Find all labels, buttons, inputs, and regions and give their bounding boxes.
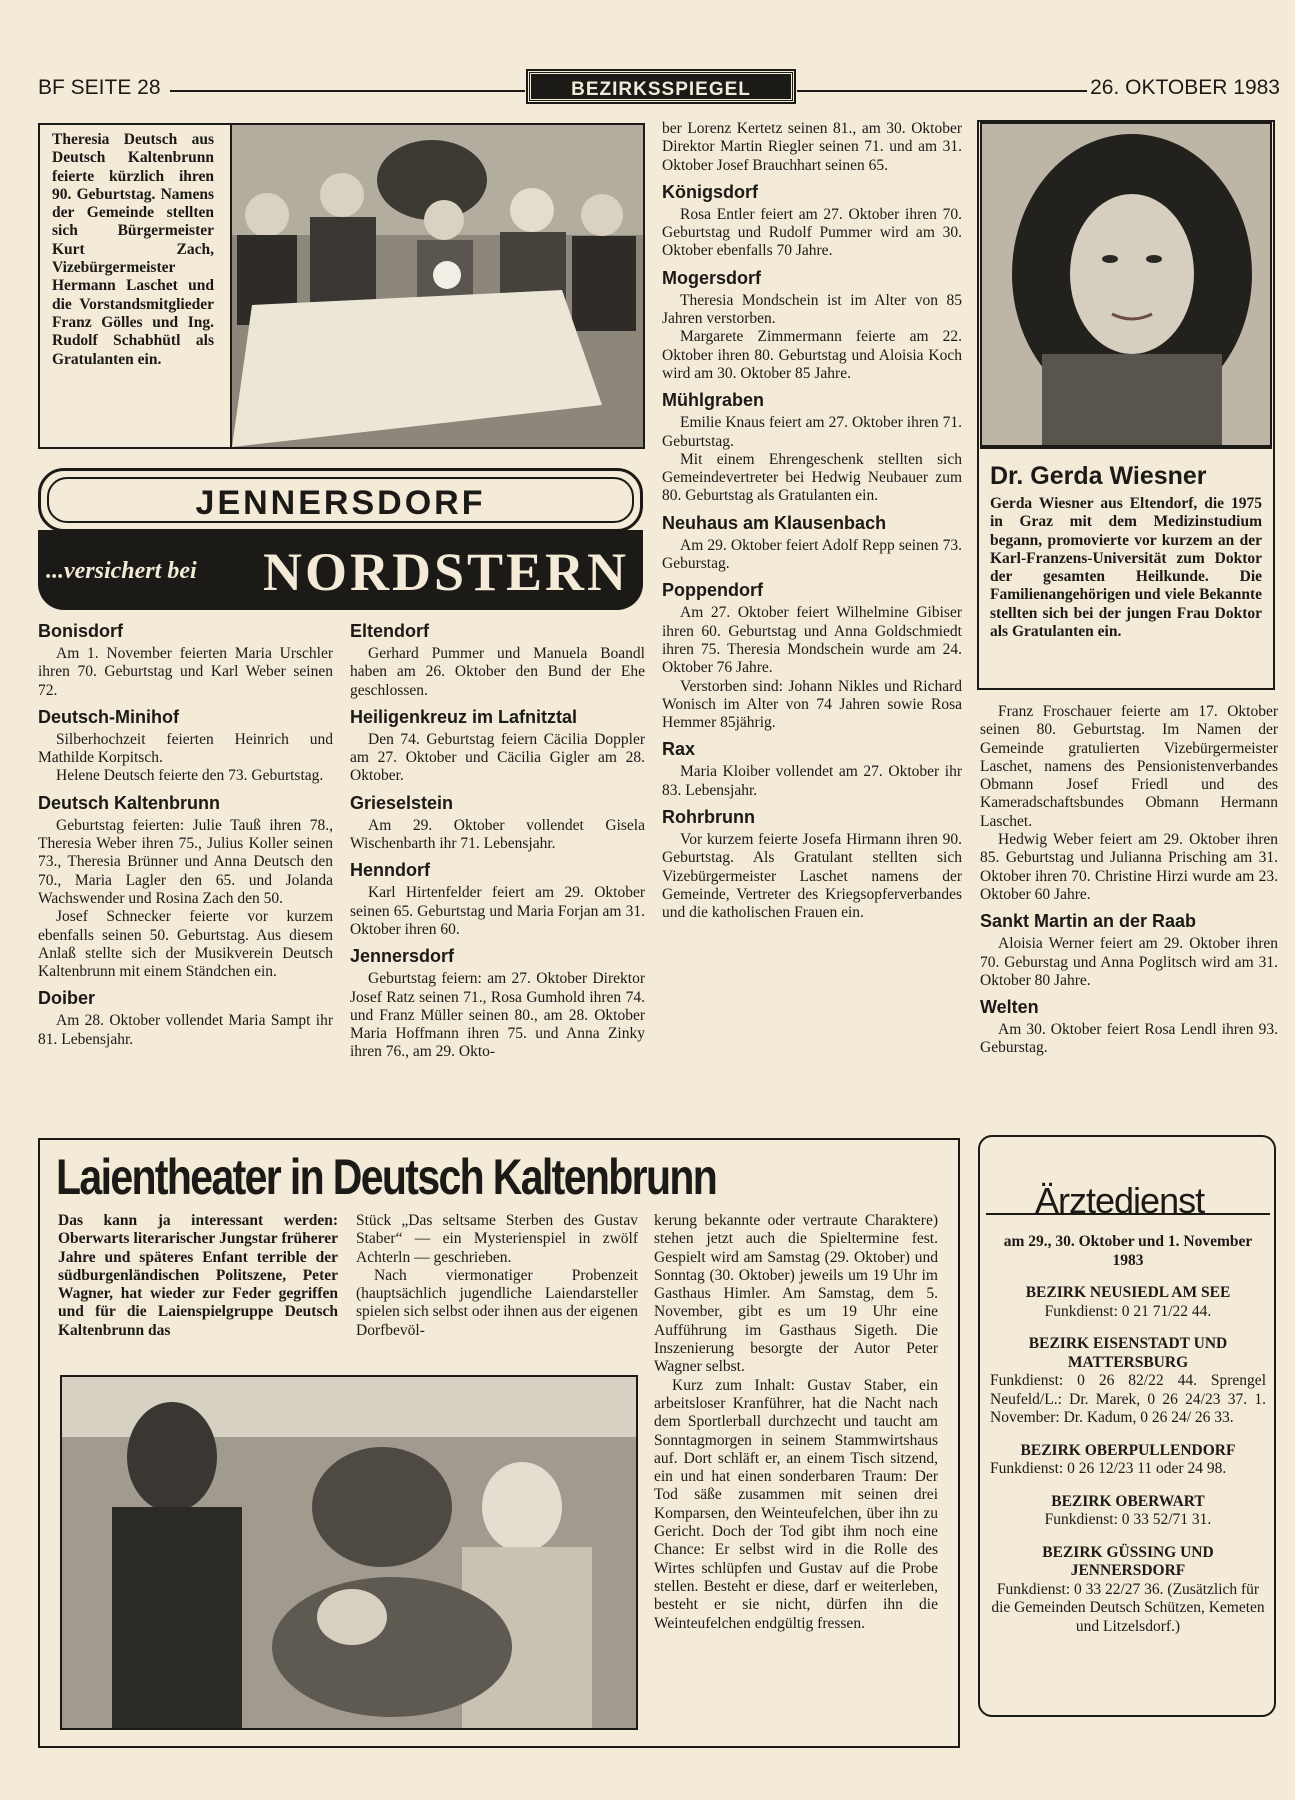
news-item: Helene Deutsch feierte den 73. Geburtstag. [56, 767, 324, 785]
district-name: BEZIRK OBERWART [1051, 1492, 1205, 1510]
portrait-caption: Gerda Wiesner aus Eltendorf, die 1975 in Graz mit dem Medizinstudium begann, promovierte vor kurzem an der Karl-Franzens-Universität zum Doktor der gesamten Heilkunde. Die Familienangehörigen und viele Bekannte stellten sich bei der jungen Frau Doktor als Gratulanten ein. [990, 495, 1262, 641]
birthday-group-photo [230, 123, 645, 449]
column-1 [38, 614, 333, 1049]
news-item: Am 29. Oktober feiert Adolf Repp seinen 73. Geburstag. [662, 536, 962, 573]
article-headline: Laientheater in Deutsch Kaltenbrunn [56, 1149, 717, 1205]
locality-heading: Bonisdorf [38, 621, 123, 641]
locality-heading: Mogersdorf [662, 267, 761, 288]
article-paragraph: Kurz zum Inhalt: Gustav Staber, ein arbeitsloser Kranführer, hat die Nacht nach dem Sportlerball durchzecht und taucht am Sonntagmorgen in seinem Stammwirtshaus auf. Dort schläft er, an einem Tisch sitzend, ein und hat einen sonderbaren Traum: Der Tod säße zusammen mit seinen drei Komparsen, den Weinteufelchen, über ihn zu Gericht. Doch der Tod gibt ihm noch eine Chance: Er selbst wird in die Rolle des Wirtes schlüpfen und Gustav auf die Probe stellen. Besteht er diese, darf er weiterleben, besteht er sie nicht, dürfen ihn die Weinteufelchen endgültig fressen. [654, 1376, 938, 1632]
news-item: Maria Kloiber vollendet am 27. Oktober ihr 83. Lebensjahr. [662, 763, 962, 799]
news-item: Am 30. Oktober feiert Rosa Lendl ihren 93. Geburstag. [980, 1021, 1278, 1057]
locality-heading: Doiber [38, 988, 96, 1009]
district-phone: Funkdienst: 0 33 22/27 36. (Zusätzlich für die Gemeinden Deutsch Schützen, Kemeten und Litzelsdorf.) [991, 1580, 1265, 1635]
birthday-photo-illustration [232, 125, 643, 447]
locality-heading: Grieselstein [350, 792, 454, 813]
nordstern-ad [38, 530, 643, 610]
theater-photo [60, 1375, 638, 1730]
district-name: BEZIRK NEUSIEDL AM SEE [1025, 1284, 1231, 1301]
article-paragraph: Nach viermonatiger Probenzeit (hauptsächlich jugendliche Laiendarsteller spielen sich selbst oder ihnen aus der eigenen Dorfbevöl- [356, 1266, 638, 1339]
news-item: Silberhochzeit feierten Heinrich und Mathilde Korpitsch. [38, 730, 333, 767]
news-item: Margarete Zimmermann feierte am 22. Oktober ihren 80. Geburtstag und Aloisia Koch wird am 30. Oktober 85 Jahre. [662, 328, 962, 382]
ad-brand: NORDSTERN [263, 542, 630, 602]
article-paragraph: kerung bekannte oder vertraute Charaktere) stehen jetzt auch die Spieltermine fest. Gespielt wird am Samstag (29. Oktober) und Sonntag (30. Oktober) jeweils um 19 Uhr im Gasthaus Himler. Am Samstag, dem 5. November, gibt es um 19 Uhr eine Aufführung im Gasthaus Sigeth. Die Inszenierung besorgte der Autor Peter Wagner selbst. [654, 1212, 938, 1376]
district-phone: Funkdienst: 0 33 52/71 31. [1044, 1511, 1212, 1528]
news-item: Rosa Entler feiert am 27. Oktober ihren 70. Geburtstag und Rudolf Pummer wird am 30. Oktober ebenfalls 70 Jahre. [662, 205, 962, 260]
news-item: Theresia Mondschein ist im Alter von 85 Jahren verstorben. [662, 291, 962, 328]
news-item: Am 27. Oktober feiert Wilhelmine Gibiser ihren 60. Geburtstag und Anna Goldschmiedt ihren 75. Theresia Mondschein wurde am 24. Oktober 76 Jahre. [662, 604, 962, 677]
article-column-2 [356, 1212, 638, 1340]
district-phone: Funkdienst: 0 26 82/22 44. Sprengel Neufeld/L.: Dr. Marek, 0 26 24/23 37. 1. November: Dr. Kadum, 0 26 24/ 26 33. [990, 1372, 1266, 1426]
district-name: BEZIRK EISENSTADT UND MATTERSBURG [1028, 1335, 1228, 1371]
column-4 [980, 703, 1278, 1058]
portrait-photo [980, 122, 1272, 447]
arztedienst-list [990, 1233, 1266, 1636]
column-3 [662, 120, 962, 923]
locality-heading: Sankt Martin an der Raab [980, 911, 1197, 932]
news-item: Aloisia Werner feiert am 29. Oktober ihren 70. Geburstag und Anna Poglitsch wird am 31. Oktober 80 Jahre. [980, 935, 1278, 989]
news-item: Den 74. Geburtstag feiern Cäcilia Doppler am 27. Oktober und Cäcilia Gigler am 28. Oktober. [350, 730, 645, 785]
theater-photo-illustration [62, 1377, 636, 1728]
issue-date: 26. OKTOBER 1983 [1090, 76, 1280, 99]
portrait-illustration [982, 124, 1270, 445]
news-item: Am 1. November feierten Maria Urschler ihren 70. Geburtstag und Karl Weber seinen 72. [38, 645, 333, 699]
news-item: Karl Hirtenfelder feiert am 29. Oktober seinen 65. Geburtstag und Maria Forjan am 31. Oktober ihren 60. [350, 884, 645, 938]
news-item: Hedwig Weber feiert am 29. Oktober ihren 85. Geburtstag und Julianna Prisching am 31. Oktober ihren 70. Christine Hirzi wurde am 23. Oktober 60 Jahre. [980, 831, 1278, 903]
locality-heading: Neuhaus am Klausenbach [662, 512, 887, 533]
locality-heading: Henndorf [350, 860, 430, 881]
locality-heading: Mühlgraben [662, 390, 764, 411]
section-title: BEZIRKSSPIEGEL [528, 71, 794, 102]
news-item: Josef Schnecker feierte vor kurzem ebenfalls seinen 50. Geburtstag. Aus diesem Anlaß stellte sich der Musikverein Deutsch Kaltenbrunn mit einem Ständchen ein. [38, 908, 333, 981]
portrait-divider [980, 447, 1272, 449]
news-item: Geburtstag feiern: am 27. Oktober Direktor Josef Ratz seinen 71., Rosa Gumhold ihren 74. und Franz Müller seinen 80., am 28. Oktober Maria Hoffmann ihren 75. und Anna Zinky ihren 76., am 29. Okto- [350, 970, 645, 1061]
article-paragraph: Stück „Das seltsame Sterben des Gustav Staber“ — ein Mysterienspiel in zwölf Achterln — geschrieben. [356, 1212, 638, 1266]
locality-heading: Poppendorf [662, 580, 763, 601]
news-item: Verstorben sind: Johann Nikles und Richard Wonisch im Alter von 74 Jahren sowie Rosa Hemmer 85jährig. [662, 677, 962, 732]
district-phone: Funkdienst: 0 21 71/22 44. [1044, 1302, 1212, 1320]
locality-heading: Deutsch Kaltenbrunn [38, 792, 221, 813]
article-lead: Das kann ja interessant werden: Oberwarts literarischer Jungstar früherer Jahre und späteres Enfant terrible der südburgenländischen Politszene, Peter Wagner, hat wieder zur Feder gegriffen und für die Laienspielgruppe Deutsch Kaltenbrunn das [58, 1212, 338, 1339]
news-item: Franz Froschauer feierte am 17. Oktober seinen 80. Geburtstag. Im Namen der Gemeinde gratulierten Vizebürgermeister Laschet, namens des Pensionistenverbandes Obmann Josef Friedl und des Kameradschaftsbundes Obmann Hermann Laschet. [980, 703, 1278, 830]
locality-heading: Jennersdorf [350, 946, 455, 967]
column-2 [350, 614, 645, 1062]
news-item: Mit einem Ehrengeschenk stellten sich Gemeindevertreter bei Hedwig Neubauer zum 80. Geburtstag als Gratulanten ein. [662, 450, 962, 505]
portrait-name: Dr. Gerda Wiesner [990, 462, 1207, 490]
news-item: Vor kurzem feierte Josefa Hirmann ihren 90. Geburtstag. Als Gratulant stellten sich Vizebürgermeister Laschet namens der Gemeinde, Vertreter des Kriegsopferverbandes und die katholischen Frauen ein. [662, 831, 962, 922]
news-item: Gerhard Pummer und Manuela Boandl haben am 26. Oktober den Bund der Ehe geschlossen. [350, 645, 645, 699]
district-phone: Funkdienst: 0 26 12/23 11 oder 24 98. [990, 1460, 1227, 1477]
news-item: ber Lorenz Kertetz seinen 81., am 30. Oktober Direktor Martin Riegler seinen 71. und am 31. Oktober Josef Brauchhart seinen 65. [662, 120, 962, 174]
locality-heading: Heiligenkreuz im Lafnitztal [350, 706, 578, 727]
ad-header-frame [38, 468, 643, 532]
arztedienst-dates: am 29., 30. Oktober und 1. November 1983 [1003, 1233, 1253, 1269]
ad-title: JENNERSDORF [47, 477, 634, 523]
locality-heading: Rax [662, 739, 696, 760]
arztedienst-title: Ärztedienst [1035, 1180, 1205, 1221]
photo-caption-birthday: Theresia Deutsch aus Deutsch Kaltenbrunn feierte kürzlich ihren 90. Geburtstag. Namens der Gemeinde stellten sich Bürgermeister Kurt Zach, Vizebürgermeister Hermann Laschet und die Vorstandsmitglieder Franz Gölles und Ing. Rudolf Schabhütl als Gratulanten ein. [52, 131, 214, 368]
locality-heading: Welten [980, 997, 1039, 1018]
district-name: BEZIRK OBERPULLENDORF [1020, 1441, 1236, 1459]
district-name: BEZIRK GÜSSING UND JENNERSDORF [1042, 1543, 1214, 1579]
news-item: Am 28. Oktober vollendet Maria Sampt ihr 81. Lebensjahr. [38, 1012, 333, 1048]
locality-heading: Königsdorf [662, 181, 758, 202]
page-number: BF SEITE 28 [38, 76, 161, 99]
news-item: Geburtstag feierten: Julie Tauß ihren 78., Theresia Weber ihren 75., Julius Koller seinen 73., Theresia Brünner und Anna Deutsch den 70., Maria Lagler den 65. und Jolanda Wachswender und Rosina Zach den 50. [38, 816, 333, 907]
locality-heading: Deutsch-Minihof [38, 706, 179, 727]
article-column-3 [654, 1212, 938, 1633]
header-rule-left [170, 90, 525, 92]
ad-slogan: ...versichert bei [46, 558, 197, 584]
locality-heading: Rohrbrunn [662, 807, 755, 828]
header-rule-right [797, 90, 1087, 92]
locality-heading: Eltendorf [350, 621, 429, 641]
news-item: Am 29. Oktober vollendet Gisela Wischenbarth ihr 71. Lebensjahr. [350, 816, 645, 853]
news-item: Emilie Knaus feiert am 27. Oktober ihren 71. Geburtstag. [662, 414, 962, 450]
